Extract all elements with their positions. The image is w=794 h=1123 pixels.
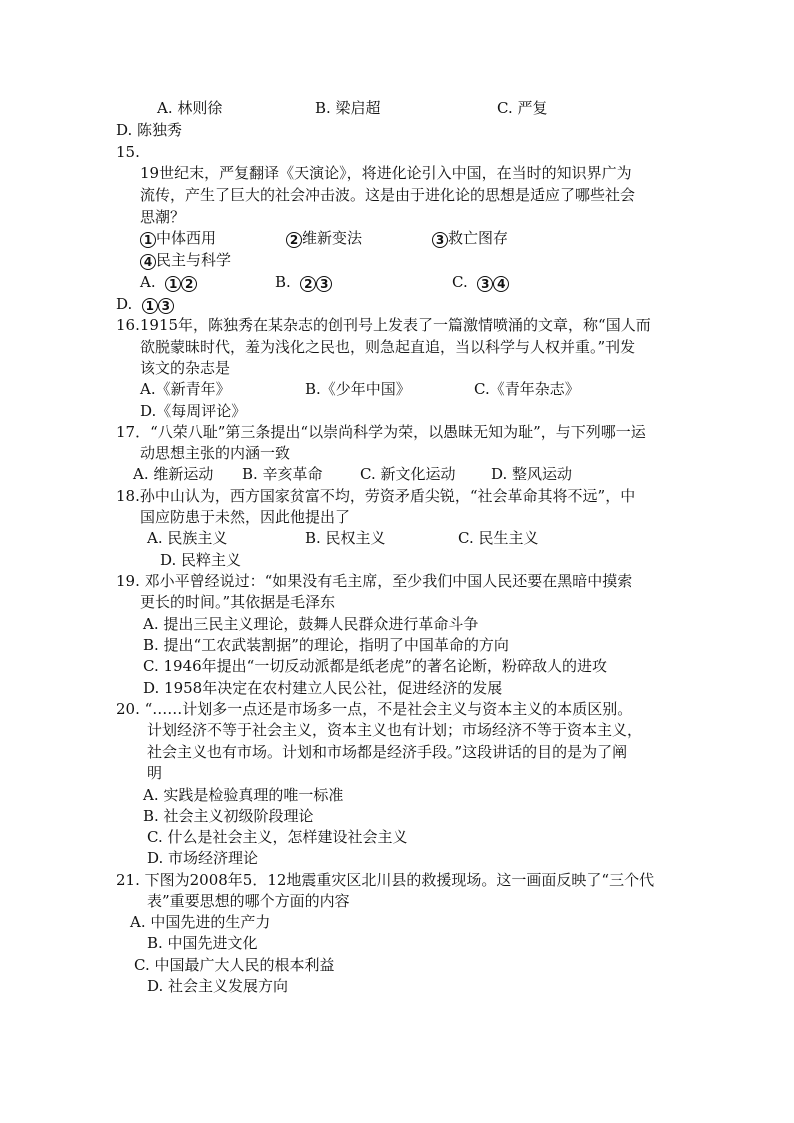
circled-number: 2	[300, 276, 316, 292]
q16-option-a: A.《新青年》	[140, 380, 231, 398]
circled-number: 3	[316, 276, 332, 292]
q15-option-b: B. 2 3	[275, 272, 332, 292]
q21-option-b: B. 中国先进文化	[147, 934, 258, 952]
q21-option-c: C. 中国最广大人民的根本利益	[134, 956, 335, 974]
q15-option-a: A. 1 2	[140, 272, 197, 292]
q15-item-1: 1 中体西用	[140, 228, 216, 248]
q19-option-d: D. 1958年决定在农村建立人民公社，促进经济的发展	[143, 679, 503, 697]
q20-option-c: C. 什么是社会主义，怎样建设社会主义	[147, 828, 408, 846]
q19-option-b: B. 提出“工农武装割据”的理论，指明了中国革命的方向	[143, 636, 509, 654]
circled-number: 1	[165, 276, 181, 292]
q17-stem-line: 17．“八荣八耻”第三条提出“以崇尚科学为荣，以愚昧无知为耻”，与下列哪一运	[116, 423, 646, 441]
q15-item-4: 4 民主与科学	[140, 250, 231, 270]
q15-stem-line: 思潮？	[140, 208, 186, 226]
q21-option-a: A. 中国先进的生产力	[130, 913, 271, 931]
circled-number: 2	[286, 232, 302, 248]
q16-stem-line: 16.1915年，陈独秀在某杂志的创刊号上发表了一篇激情喷涌的文章，称“国人而	[116, 316, 651, 334]
circled-number: 4	[140, 254, 156, 270]
circled-number: 2	[181, 276, 197, 292]
q20-option-b: B. 社会主义初级阶段理论	[143, 807, 314, 825]
q21-stem-line: 表”重要思想的哪个方面的内容	[147, 892, 350, 910]
q18-stem-line: 18.孙中山认为，西方国家贫富不均，劳资矛盾尖锐，“社会革命其将不远”，中	[116, 487, 636, 505]
q17-stem-line: 动思想主张的内涵一致	[140, 444, 291, 462]
q16-option-b: B.《少年中国》	[305, 380, 411, 398]
q15-item-2: 2 维新变法	[286, 228, 362, 248]
q16-option-d: D.《每周评论》	[140, 402, 247, 420]
q18-option-d: D. 民粹主义	[160, 551, 242, 569]
q18-option-a: A. 民族主义	[147, 529, 228, 547]
circled-number: 3	[432, 232, 448, 248]
q20-option-d: D. 市场经济理论	[147, 849, 259, 867]
circled-number: 1	[140, 232, 156, 248]
q19-option-c: C. 1946年提出“一切反动派都是纸老虎”的著名论断，粉碎敌人的进攻	[143, 657, 607, 675]
q21-option-d: D. 社会主义发展方向	[147, 977, 289, 995]
q19-stem-line: 19. 邓小平曾经说过：“如果没有毛主席，至少我们中国人民还要在黑暗中摸索	[116, 572, 633, 590]
q17-option-d: D. 整风运动	[491, 465, 573, 483]
q19-option-a: A. 提出三民主义理论，鼓舞人民群众进行革命斗争	[143, 615, 479, 633]
q17-option-b: B. 辛亥革命	[242, 465, 323, 483]
q14-option-a: A. 林则徐	[157, 99, 223, 117]
q20-stem-line: 社会主义也有市场。计划和市场都是经济手段。”这段讲话的目的是为了阐	[147, 743, 628, 761]
q18-option-c: C. 民生主义	[458, 529, 539, 547]
circled-number: 3	[158, 298, 174, 314]
q15-number: 15.	[116, 143, 140, 161]
q15-stem-line: 19世纪末，严复翻译《天演论》，将进化论引入中国，在当时的知识界广为	[140, 164, 632, 182]
q14-option-c: C. 严复	[497, 99, 548, 117]
circled-number: 4	[493, 276, 509, 292]
q14-option-d: D. 陈独秀	[116, 121, 183, 139]
q20-stem-line: 明	[147, 764, 163, 782]
circled-number: 3	[477, 276, 493, 292]
q17-option-a: A. 维新运动	[133, 465, 214, 483]
q20-stem-line: 计划经济不等于社会主义，资本主义也有计划；市场经济不等于资本主义，	[147, 721, 643, 739]
q15-stem-line: 流传，产生了巨大的社会冲击波。这是由于进化论的思想是适应了哪些社会	[140, 186, 636, 204]
q18-option-b: B. 民权主义	[305, 529, 386, 547]
q16-option-c: C.《青年杂志》	[474, 380, 580, 398]
q15-item-3: 3 救亡图存	[432, 228, 508, 248]
q19-stem-line: 更长的时间。”其依据是毛泽东	[140, 593, 336, 611]
q15-option-c: C. 3 4	[452, 272, 509, 292]
q20-option-a: A. 实践是检验真理的唯一标准	[143, 786, 344, 804]
q14-option-b: B. 梁启超	[315, 99, 381, 117]
q20-stem-line: 20. “……计划多一点还是市场多一点，不是社会主义与资本主义的本质区别。	[116, 700, 633, 718]
q16-stem-line: 欲脱蒙昧时代，羞为浅化之民也，则急起直追，当以科学与人权并重。”刊发	[140, 338, 636, 356]
q15-option-d: D. 1 3	[116, 294, 174, 314]
circled-number: 1	[142, 298, 158, 314]
q16-stem-line: 该文的杂志是	[140, 359, 231, 377]
q21-stem-line: 21. 下图为2008年5．12地震重灾区北川县的救援现场。这一画面反映了“三个代	[116, 871, 655, 889]
q18-stem-line: 国应防患于未然，因此他提出了	[140, 508, 351, 526]
q17-option-c: C. 新文化运动	[360, 465, 456, 483]
